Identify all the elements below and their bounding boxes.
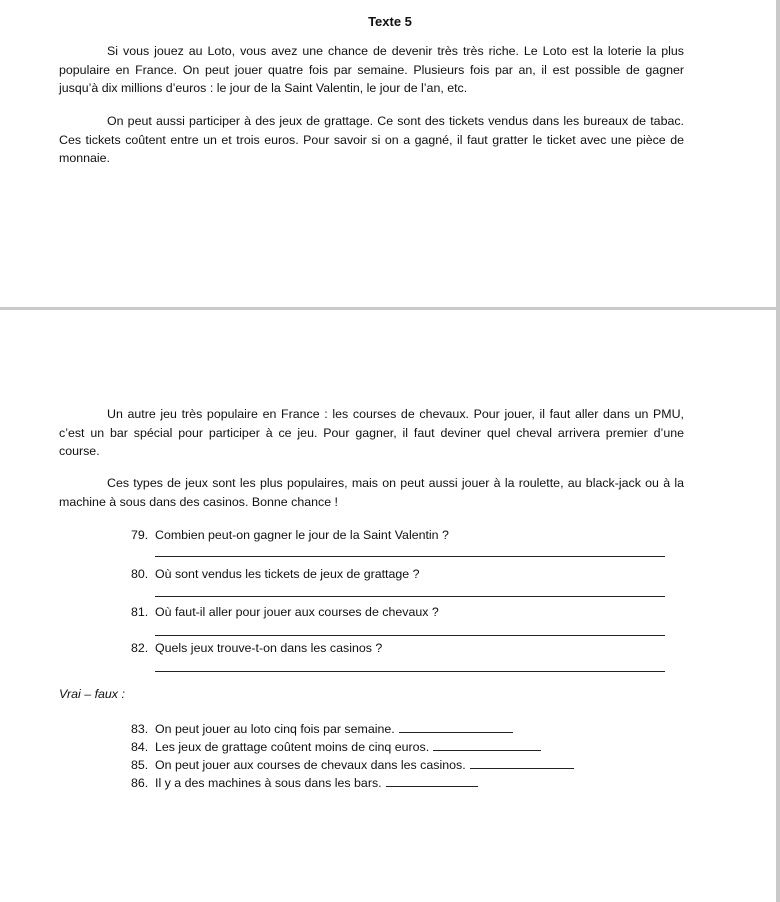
question-80 bbox=[131, 565, 671, 583]
question-number: 81. bbox=[131, 605, 149, 619]
paragraph-text: Un autre jeu très populaire en France : les courses de chevaux. Pour jouer, il faut aller dans un PMU, c’est un bar spécial pour participer à ce jeu. Pour gagner, il faut deviner quel cheval arrivera premier d’une course. bbox=[59, 407, 684, 458]
answer-line-80[interactable] bbox=[155, 596, 665, 597]
question-82 bbox=[131, 639, 671, 657]
statement-number: 86. bbox=[131, 776, 149, 790]
question-text: Combien peut-on gagner le jour de la Saint Valentin ? bbox=[155, 528, 449, 542]
true-false-86 bbox=[131, 775, 478, 792]
paragraph-grattage bbox=[59, 112, 684, 168]
true-false-83 bbox=[131, 721, 513, 738]
paragraph-casinos bbox=[59, 474, 684, 511]
question-number: 79. bbox=[131, 528, 149, 542]
answer-line-82[interactable] bbox=[155, 671, 665, 672]
statement-text: Les jeux de grattage coûtent moins de cinq euros. bbox=[155, 740, 430, 754]
statement-text: On peut jouer aux courses de chevaux dans les casinos. bbox=[155, 758, 466, 772]
question-number: 82. bbox=[131, 641, 149, 655]
paragraph-text: Si vous jouez au Loto, vous avez une chance de devenir très très riche. Le Loto est la loterie la plus populaire en France. On peut jouer quatre fois par semaine. Plusieurs fois par an, il est possible de gagner jusqu’à dix millions d’euros : le jour de la Saint Valentin, le jour de l’an, etc. bbox=[59, 44, 684, 95]
paragraph-loto bbox=[59, 42, 684, 98]
paragraph-text: Ces types de jeux sont les plus populaires, mais on peut aussi jouer à la roulette, au black-jack ou à la machine à sous dans des casinos. Bonne chance ! bbox=[59, 476, 684, 509]
statement-number: 83. bbox=[131, 722, 149, 736]
true-false-85 bbox=[131, 757, 574, 774]
question-79 bbox=[131, 526, 671, 544]
answer-line-79[interactable] bbox=[155, 556, 665, 557]
true-false-84 bbox=[131, 739, 541, 756]
page-edge bbox=[776, 0, 780, 902]
answer-line-81[interactable] bbox=[155, 635, 665, 636]
answer-blank-85[interactable] bbox=[470, 768, 574, 769]
question-text: Quels jeux trouve-t-on dans les casinos ? bbox=[155, 641, 383, 655]
question-text: Où sont vendus les tickets de jeux de grattage ? bbox=[155, 567, 420, 581]
question-81 bbox=[131, 603, 671, 621]
answer-blank-83[interactable] bbox=[399, 732, 513, 733]
page-break bbox=[0, 307, 780, 310]
question-text: Où faut-il aller pour jouer aux courses de chevaux ? bbox=[155, 605, 439, 619]
statement-text: Il y a des machines à sous dans les bars. bbox=[155, 776, 382, 790]
question-number: 80. bbox=[131, 567, 149, 581]
answer-blank-86[interactable] bbox=[386, 786, 478, 787]
true-false-heading: Vrai – faux : bbox=[59, 687, 125, 701]
answer-blank-84[interactable] bbox=[433, 750, 541, 751]
statement-text: On peut jouer au loto cinq fois par semaine. bbox=[155, 722, 395, 736]
statement-number: 84. bbox=[131, 740, 149, 754]
document-title: Texte 5 bbox=[368, 14, 412, 29]
paragraph-text: On peut aussi participer à des jeux de grattage. Ce sont des tickets vendus dans les bureaux de tabac. Ces tickets coûtent entre un et trois euros. Pour savoir si on a gagné, il faut gratter le ticket avec une pièce de monnaie. bbox=[59, 114, 684, 165]
statement-number: 85. bbox=[131, 758, 149, 772]
paragraph-courses bbox=[59, 405, 684, 461]
